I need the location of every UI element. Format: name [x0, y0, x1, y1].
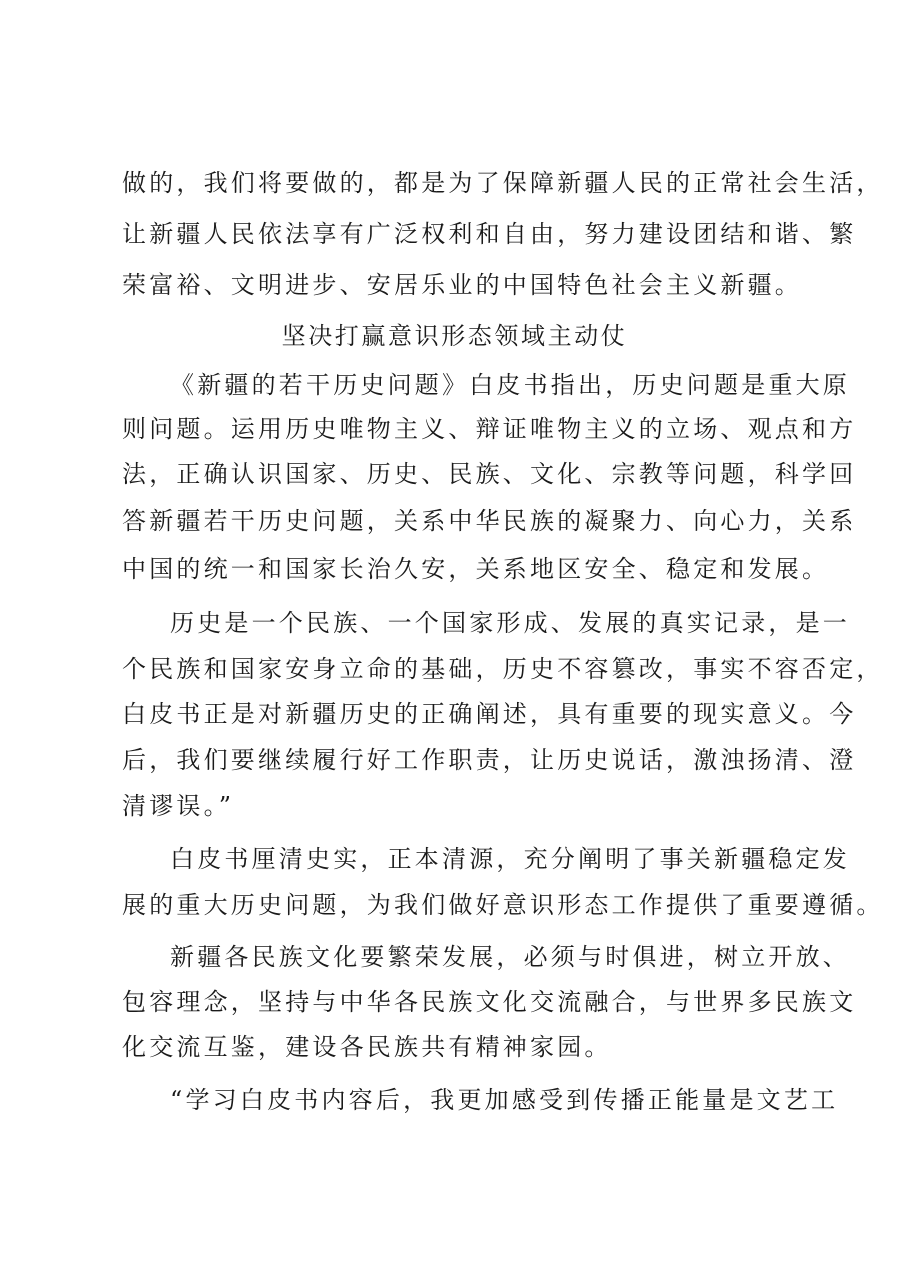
- paragraph-line: 化交流互鉴，建设各民族共有精神家园。: [122, 1033, 612, 1061]
- paragraph-line: 荣富裕、文明进步、安居乐业的中国特色社会主义新疆。: [122, 271, 802, 299]
- paragraph-line: “学习白皮书内容后，我更加感受到传播正能量是文艺工: [170, 1086, 839, 1114]
- paragraph-line: 中国的统一和国家长治久安，关系地区安全、稳定和发展。: [122, 555, 830, 583]
- section-heading: 坚决打赢意识形态领域主动仗: [281, 322, 628, 350]
- paragraph-line: 做的，我们将要做的，都是为了保障新疆人民的正常社会生活，: [122, 169, 884, 197]
- paragraph-line: 个民族和国家安身立命的基础，历史不容篡改，事实不容否定，: [122, 655, 884, 683]
- paragraph-line: 白皮书正是对新疆历史的正确阐述，具有重要的现实意义。今: [122, 700, 857, 728]
- paragraph-line: 让新疆人民依法享有广泛权利和自由，努力建设团结和谐、繁: [122, 220, 857, 248]
- paragraph-line: 答新疆若干历史问题，关系中华民族的凝聚力、向心力，关系: [122, 507, 857, 535]
- paragraph-line: 则问题。运用历史唯物主义、辩证唯物主义的立场、观点和方: [122, 415, 857, 443]
- paragraph-line: 清谬误。”: [122, 792, 235, 820]
- paragraph-line: 法，正确认识国家、历史、民族、文化、宗教等问题，科学回: [122, 460, 857, 488]
- paragraph-line: 《新疆的若干历史问题》白皮书指出，历史问题是重大原: [170, 371, 850, 399]
- paragraph-line: 后，我们要继续履行好工作职责，让历史说话，激浊扬清、澄: [122, 746, 857, 774]
- paragraph-line: 展的重大历史问题，为我们做好意识形态工作提供了重要遵循。: [122, 891, 884, 919]
- paragraph-line: 新疆各民族文化要繁荣发展，必须与时俱进，树立开放、: [170, 943, 850, 971]
- paragraph-line: 历史是一个民族、一个国家形成、发展的真实记录，是一: [170, 609, 850, 637]
- paragraph-line: 包容理念，坚持与中华各民族文化交流融合，与世界多民族文: [122, 988, 857, 1016]
- paragraph-line: 白皮书厘清史实，正本清源，充分阐明了事关新疆稳定发: [170, 845, 850, 873]
